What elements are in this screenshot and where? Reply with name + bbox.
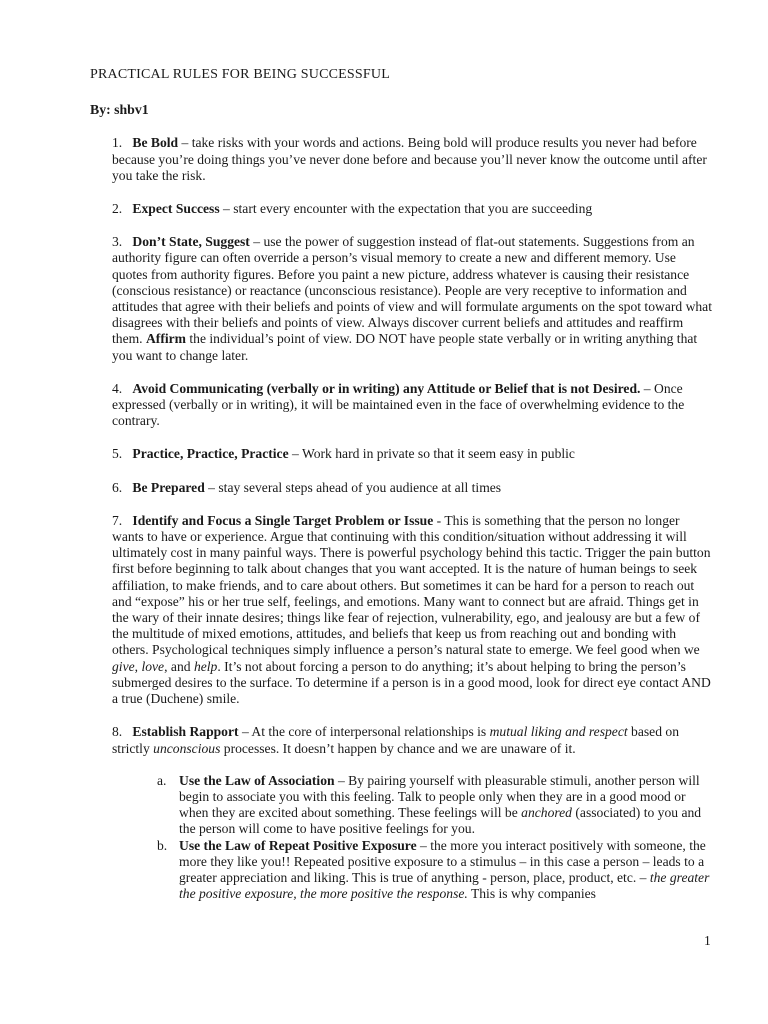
page-number: 1 [704,933,711,948]
rule-text: – start every encounter with the expectation that you are succeeding [219,201,593,217]
rule-connector: , and [164,658,194,674]
rule-text: – Work hard in private so that it seem easy in public [288,446,575,462]
sublist-marker: a. [157,772,167,788]
sublist-item-b [90,838,712,903]
sublist-item-a [90,773,712,838]
rule-4 [112,381,712,430]
rule-italic: mutual liking and respect [489,724,628,740]
sublist-text: – the more you interact positively with someone, the more they like you!! Repeated positive exposure to a stimulus – in this case a person – leads to a greater appreciation and liking. This is true of anything - person, place, product, etc. – [179,837,706,885]
rapport-sublist [90,773,712,903]
rule-text-continued: the individual’s point of view. DO NOT have people state verbally or in writing anything that you want to change later. [112,331,698,363]
rule-number: 3. [112,234,123,250]
rule-8 [112,724,712,756]
rule-heading: Don’t State, Suggest [132,234,250,250]
rule-3 [112,234,712,364]
document-title: PRACTICAL RULES FOR BEING SUCCESSFUL [90,67,390,82]
rule-text: – Once expressed (verbally or in writing), it will be maintained even in the face of overwhelming evidence to the contrary. [112,380,685,429]
rule-number: 2. [112,201,123,217]
rule-text-continued: processes. It doesn’t happen by chance and we are unaware of it. [220,740,576,756]
rule-heading: Be Prepared [132,479,205,495]
rule-number: 4. [112,380,123,396]
rule-heading: Establish Rapport [132,724,239,740]
rule-italic: unconscious [153,740,221,756]
rule-6 [112,480,712,496]
rule-text: – stay several steps ahead of you audience at all times [204,479,502,495]
document-byline: By: shbv1 [90,102,149,118]
rule-connector: based on strictly [112,724,679,756]
rule-connector: , [134,658,142,674]
rule-text-continued: . It’s not about forcing a person to do anything; it’s about helping to bring the person’s submerged desires to the surface. To determine if a person is in a good mood, look for direct eye contact AND a true (Duchene) smile. [112,658,711,707]
rule-number: 7. [112,512,123,528]
rule-emphasis: Affirm [145,331,186,347]
rule-heading: Be Bold [132,135,179,151]
sublist-text-continued: (associated) to you and the person will come to have positive feelings for you. [179,805,702,837]
rule-text: - This is something that the person no longer wants to have or experience. Argue that continuing with this condition/situation without addressing it will ultimately cost in many painful ways. There is powerful psychology behind this tactic. Trigger the pain button first before beginning to talk about changes that you want accepted. It is the nature of human beings to seek affiliation, to make friends, and to care about others. But sometimes it can be hard for a person to reach out and “expose” his or her true self, feelings, and emotions. Many want to connect but are afraid. Things get in the wary of their innate desires; things like fear of rejection, vulnerability, ego, and jealousy are but a few of the multitude of mixed emotions, attitudes, and beliefs that keep us from reaching out and bonding with others. Psychological techniques simply influence a person’s natural state to emerge. We feel good when we [112,512,711,658]
sublist-heading: Use the Law of Repeat Positive Exposure [179,837,417,853]
rule-number: 6. [112,479,123,495]
rule-number: 8. [112,724,123,740]
sublist-marker: b. [157,837,168,853]
rule-heading: Avoid Communicating (verbally or in writing) any Attitude or Belief that is not Desired. [132,380,641,396]
sublist-italic: the greater the positive exposure, the more positive the response. [179,869,710,902]
rule-1 [112,135,712,184]
rule-heading: Identify and Focus a Single Target Problem or Issue [132,512,434,528]
rule-italic: help [193,658,218,674]
rule-text: – use the power of suggestion instead of flat-out statements. Suggestions from an authority figure can often override a person’s visual memory to create a new and different memory. Use quotes from authority figures. Before you paint a new picture, address whatever is causing their resistance (conscious resistance) or reactance (unconscious resistance). People are very receptive to information and attitudes that agree with their beliefs and points of view and will formulate arguments on the spot toward what disagrees with their beliefs and points of view. Always discover current beliefs and attitudes and reaffirm them. [112,234,712,347]
sublist-heading: Use the Law of Association [179,772,335,788]
rule-italic: give [112,658,135,674]
sublist-text-continued: This is why companies [467,886,596,902]
sublist-italic: anchored [521,805,572,821]
rule-text: – take risks with your words and actions. Being bold will produce results you never had before because you’re doing things you’ve never done before and because you’ll never know the outcome until after you take the risk. [112,135,707,183]
sublist-text: – By pairing yourself with pleasurable stimuli, another person will begin to associate you with this feeling. Talk to people only when they are in a good mood or when they are excited about something. These feelings will be [179,772,700,821]
rule-number: 1. [112,135,123,151]
rule-heading: Practice, Practice, Practice [132,446,289,462]
rule-7 [112,513,712,707]
document-body [90,67,712,902]
rule-text: – At the core of interpersonal relationships is [238,724,490,740]
rule-italic: love [141,658,165,674]
rule-heading: Expect Success [132,201,220,217]
rule-5 [112,446,712,462]
rule-2 [112,201,712,217]
rule-number: 5. [112,446,123,462]
